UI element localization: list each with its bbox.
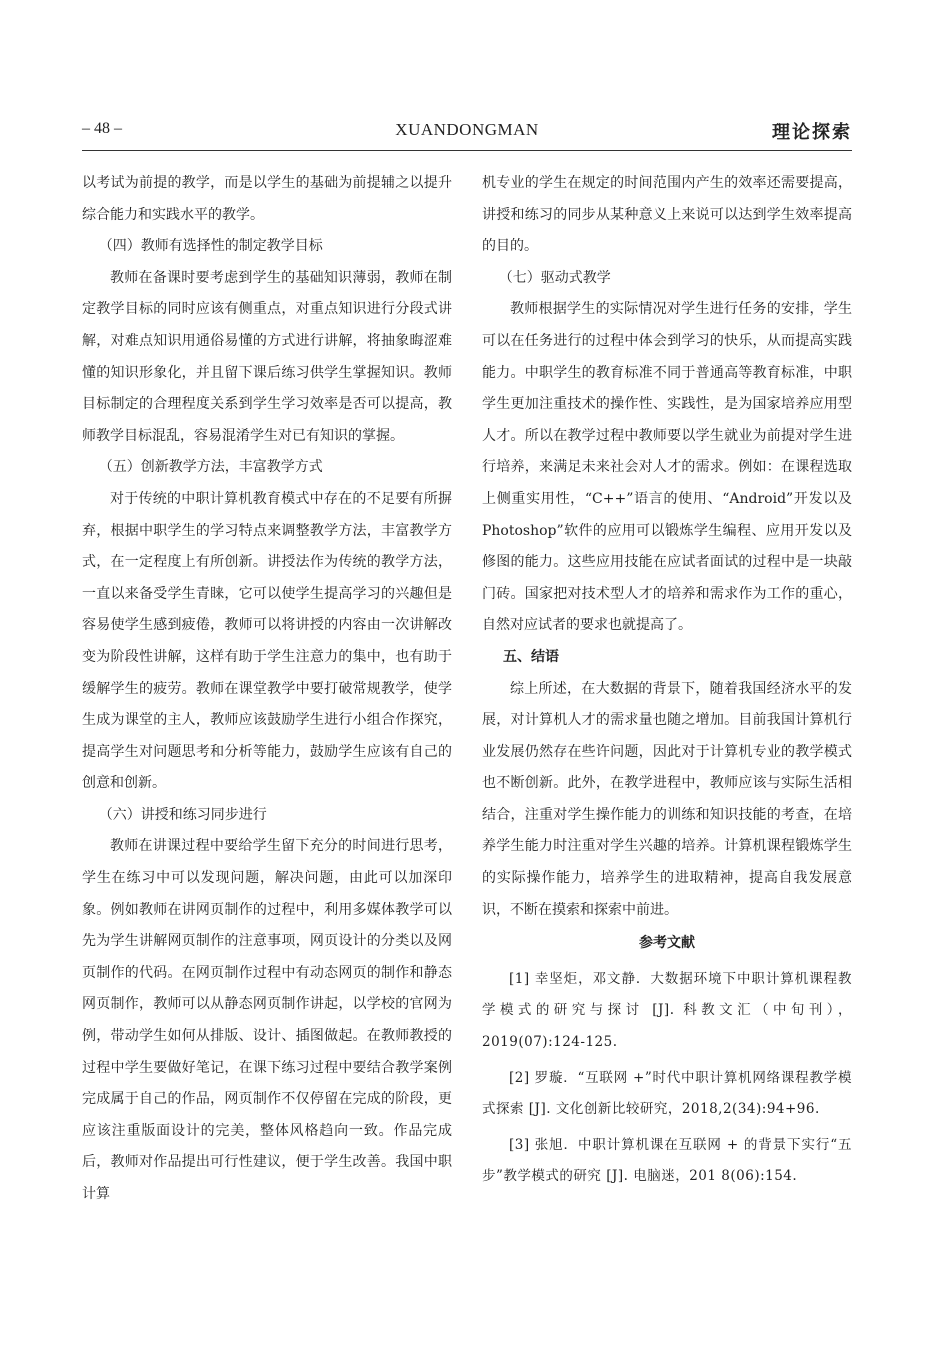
reference-item: [1] 幸坚炬，邓文静．大数据环境下中职计算机课程教学模式的研究与探讨 [J]. 科教文汇（中旬刊），2019(07):124-125. (482, 970, 852, 1051)
journal-name: XUANDONGMAN (395, 120, 539, 139)
subheading-7: （七）驱动式教学 (498, 269, 611, 286)
paragraph: 教师在讲课过程中要给学生留下充分的时间进行思考，学生在练习中可以发现问题，解决问题，由此可以加深印象。例如教师在讲网页制作的过程中，利用多媒体教学可以先为学生讲解网页制作的注意事项，网页设计的分类以及网页制作的代码。在网页制作过程中有动态网页的制作和静态网页制作，教师可以从静态网页制作讲起，以学校的官网为例，带动学生如何从排版、设计、插图做起。在教师教授的过程中学生要做好笔记，在课下练习过程中要结合教学案例完成属于自己的作品，网页制作不仅停留在完成的阶段，更应该注重版面设计的完美，整体风格趋向一致。作品完成后，教师对作品提出可行性建议，便于学生改善。我国中职计算 (82, 838, 452, 1202)
page-number: – 48 – (82, 120, 122, 137)
subheading-4: （四）教师有选择性的制定教学目标 (98, 238, 323, 255)
paragraph: 教师根据学生的实际情况对学生进行任务的安排，学生可以在任务进行的过程中体会到学习的快乐，从而提高实践能力。中职学生的教育标准不同于普通高等教育标准，中职学生更加注重技术的操作性、实践性，是为国家培养应用型人才。所以在教学过程中教师要以学生就业为前提对学生进行培养，来满足未来社会对人才的需求。例如：在课程选取上侧重实用性，“C++”语言的使用、“Android”开发以及 Photoshop”软件的应用可以锻炼学生编程、应用开发以及修图的能力。这些应用技能在应试者面试的过程中是一块敲门砖。国家把对技术型人才的培养和需求作为工作的重心，自然对应试者的要求也就提高了。 (482, 301, 852, 634)
reference-item: [2] 罗璇．“互联网 +”时代中职计算机网络课程教学模式探索 [J]. 文化创新比较研究，2018,2(34):94+96. (482, 1069, 852, 1118)
subheading-5: （五）创新教学方法，丰富教学方式 (98, 459, 323, 476)
section-heading-conclusion: 五、结语 (503, 648, 559, 665)
paragraph: 以考试为前提的教学，而是以学生的基础为前提辅之以提升综合能力和实践水平的教学。 (82, 175, 452, 223)
references-title: 参考文献 (639, 935, 695, 952)
left-column (82, 168, 452, 1211)
header-rule (82, 150, 852, 151)
paragraph: 对于传统的中职计算机教育模式中存在的不足要有所摒弃，根据中职学生的学习特点来调整教学方法，丰富教学方式，在一定程度上有所创新。讲授法作为传统的教学方法，一直以来备受学生青睐，它可以使学生提高学习的兴趣但是容易使学生感到疲倦，教师可以将讲授的内容由一次讲解改变为阶段性讲解，这样有助于学生注意力的集中，也有助于缓解学生的疲劳。教师在课堂教学中要打破常规教学，使学生成为课堂的主人，教师应该鼓励学生进行小组合作探究，提高学生对问题思考和分析等能力，鼓励学生应该有自己的创意和创新。 (82, 490, 452, 792)
right-column (482, 168, 852, 1193)
section-title: 理论探索 (772, 122, 852, 143)
reference-item: [3] 张旭．中职计算机课在互联网 + 的背景下实行“五步”教学模式的研究 [J]. 电脑迷，201 8(06):154. (482, 1136, 852, 1185)
page-header (82, 118, 852, 146)
paragraph: 教师在备课时要考虑到学生的基础知识薄弱，教师在制定教学目标的同时应该有侧重点，对重点知识进行分段式讲解，对难点知识用通俗易懂的方式进行讲解，将抽象晦涩难懂的知识形象化，并且留下课后练习供学生掌握知识。教师目标制定的合理程度关系到学生学习效率是否可以提高，教师教学目标混乱，容易混淆学生对已有知识的掌握。 (82, 269, 452, 444)
subheading-6: （六）讲授和练习同步进行 (98, 806, 267, 823)
paragraph: 综上所述，在大数据的背景下，随着我国经济水平的发展，对计算机人才的需求量也随之增加。目前我国计算机行业发展仍然存在些许问题，因此对于计算机专业的教学模式也不断创新。此外，在教学进程中，教师应该与实际生活相结合，注重对学生操作能力的训练和知识技能的考查，在培养学生能力时注重对学生兴趣的培养。计算机课程锻炼学生的实际操作能力，培养学生的进取精神，提高自我发展意识，不断在摸索和探索中前进。 (482, 680, 852, 918)
paragraph: 机专业的学生在规定的时间范围内产生的效率还需要提高，讲授和练习的同步从某种意义上来说可以达到学生效率提高的目的。 (482, 175, 852, 255)
